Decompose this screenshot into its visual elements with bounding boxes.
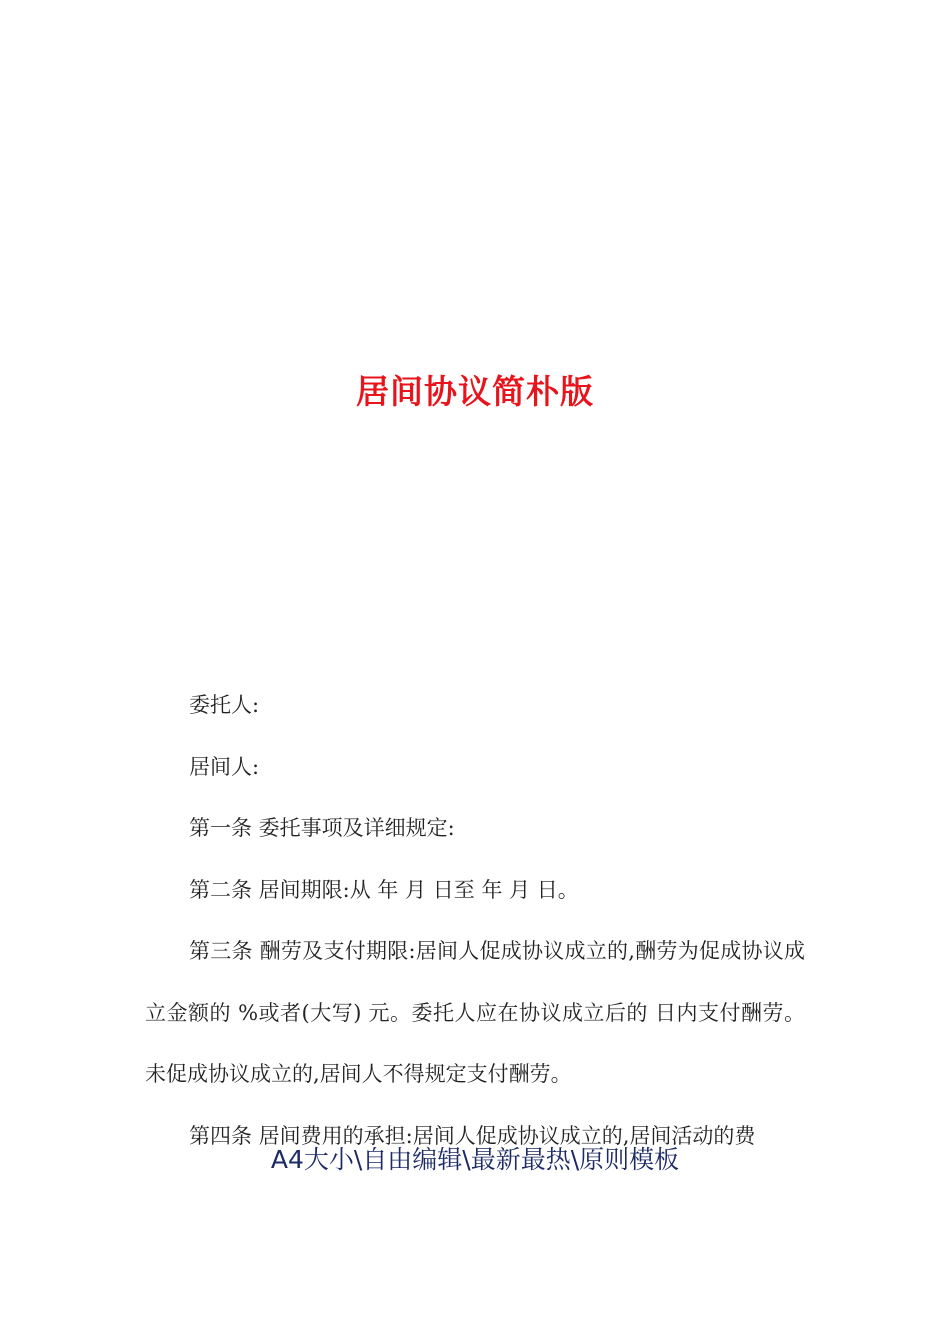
document-title: 居间协议简朴版 [356, 372, 594, 411]
footer-banner: A4大小\自由编辑\最新最热\原则模板 [270, 1145, 680, 1174]
paragraph-article-4: 第四条 居间费用的承担:居间人促成协议成立的,居间活动的费 [189, 1123, 756, 1148]
paragraph-client: 委托人: [189, 693, 260, 717]
paragraph-intermediary: 居间人: [189, 754, 260, 779]
paragraph-article-1: 第一条 委托事项及详细规定: [189, 816, 455, 840]
document-body [145, 675, 805, 1167]
paragraph-article-2: 第二条 居间期限:从 年 月 日至 年 月 日。 [189, 877, 579, 902]
paragraph-article-3: 第三条 酬劳及支付期限:居间人促成协议成立的,酬劳为促成协议成立金额的 %或者(大写) 元。委托人应在协议成立后的 日内支付酬劳。未促成协议成立的,居间人不得规定支付酬劳。 [145, 939, 805, 1086]
